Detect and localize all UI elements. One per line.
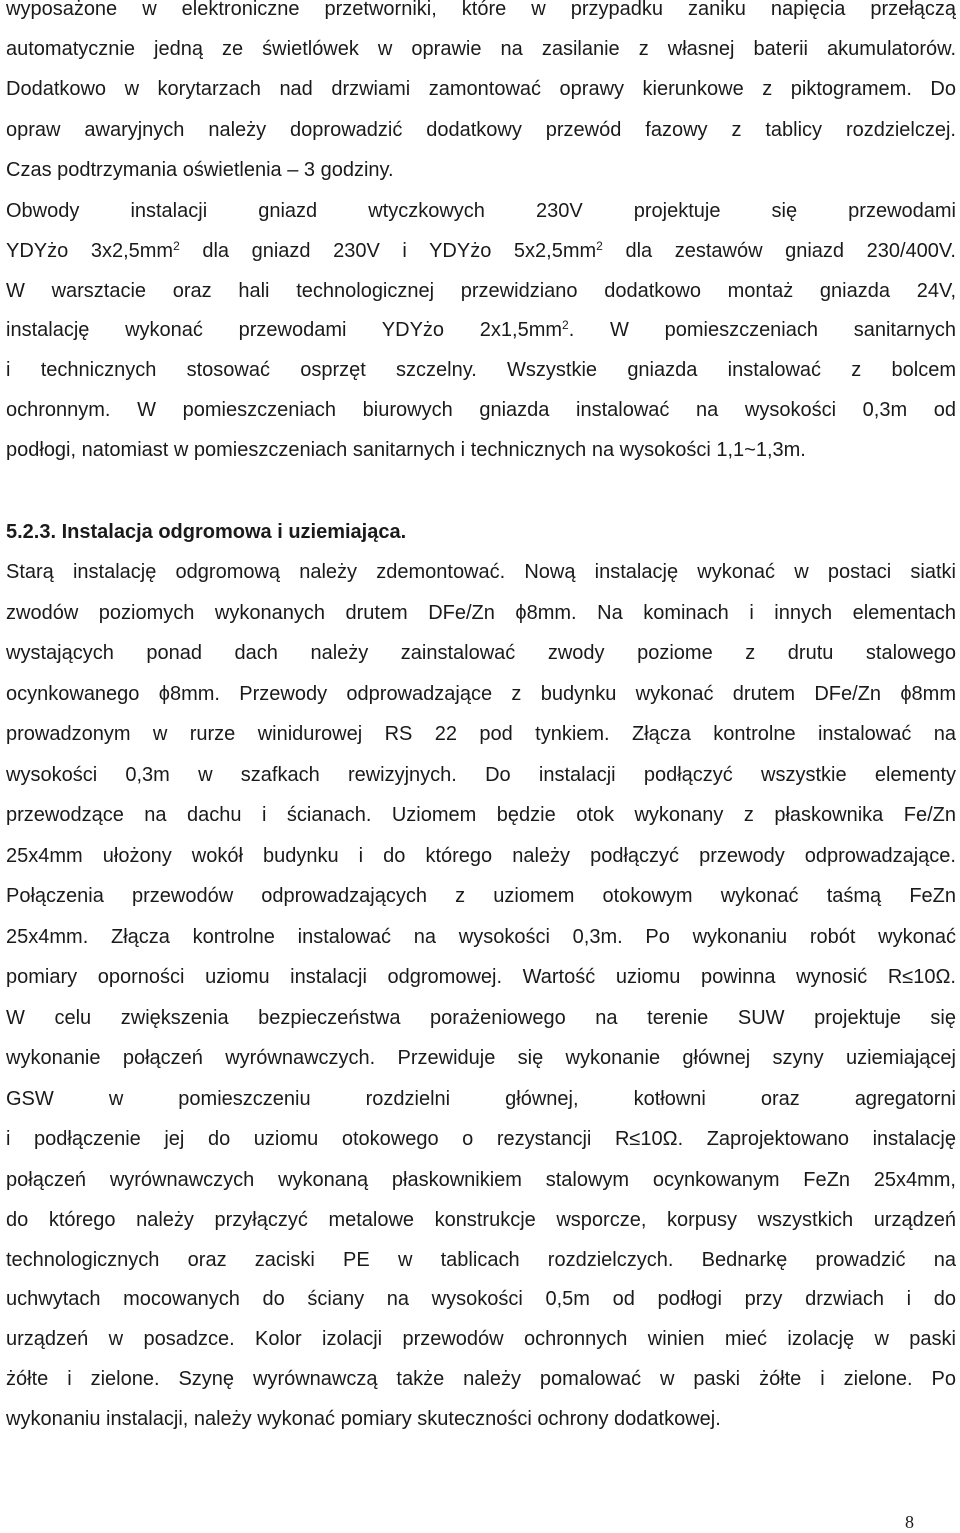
- text-line: [6, 239, 956, 263]
- text-line: do którego należy przyłączyć metalowe konstrukcje wsporcze, korpusy wszystkich urządzeń: [6, 1209, 956, 1231]
- text-line: Czas podtrzymania oświetlenia – 3 godziny.: [6, 159, 394, 181]
- text-run: dla zestawów gniazd 230/400V.: [602, 240, 956, 262]
- text-line: 25x4mm ułożony wokół budynku i do którego należy podłączyć przewody odprowadzające.: [6, 845, 956, 867]
- text-line: uchwytach mocowanych do ściany na wysokości 0,5m od podłogi przy drzwiach i do: [6, 1288, 956, 1310]
- text-line: technologicznych oraz zaciski PE w tablicach rozdzielczych. Bednarkę prowadzić na: [6, 1249, 956, 1271]
- text-line: przewodzące na dachu i ścianach. Uziomem będzie otok wykonany z płaskownika Fe/Zn: [6, 804, 956, 826]
- superscript: 2: [173, 239, 180, 253]
- text-line: prowadzonym w rurze winidurowej RS 22 pod tynkiem. Złącza kontrolne instalować na: [6, 723, 956, 745]
- text-line: Starą instalację odgromową należy zdemontować. Nową instalację wykonać w postaci siatki: [6, 561, 956, 583]
- text-line: i technicznych stosować osprzęt szczelny. Wszystkie gniazda instalować z bolcem: [6, 359, 956, 381]
- text-line: podłogi, natomiast w pomieszczeniach sanitarnych i technicznych na wysokości 1,1~1,3m.: [6, 439, 806, 461]
- text-line: W celu zwiększenia bezpieczeństwa porażeniowego na terenie SUW projektuje się: [6, 1007, 956, 1029]
- page-number: 8: [905, 1512, 914, 1532]
- text-line: automatycznie jedną ze świetlówek w oprawie na zasilanie z własnej baterii akumulatorów.: [6, 38, 956, 60]
- text-run: instalację wykonać przewodami YDYżo 2x1,5mm: [6, 319, 563, 341]
- text-line: W warsztacie oraz hali technologicznej przewidziano dodatkowo montaż gniazda 24V,: [6, 280, 956, 302]
- text-line: urządzeń w posadzce. Kolor izolacji przewodów ochronnych winien mieć izolację w paski: [6, 1328, 956, 1350]
- text-line: ocynkowanego ϕ8mm. Przewody odprowadzające z budynku wykonać drutem DFe/Zn ϕ8mm: [6, 683, 956, 705]
- text-line: ochronnym. W pomieszczeniach biurowych gniazda instalować na wysokości 0,3m od: [6, 399, 956, 421]
- text-line: wysokości 0,3m w szafkach rewizyjnych. Do instalacji podłączyć wszystkie elementy: [6, 764, 956, 786]
- text-line: 25x4mm. Złącza kontrolne instalować na wysokości 0,3m. Po wykonaniu robót wykonać: [6, 926, 956, 948]
- text-line: wykonaniu instalacji, należy wykonać pomiary skuteczności ochrony dodatkowej.: [6, 1408, 721, 1430]
- text-run: . W pomieszczeniach sanitarnych: [568, 319, 956, 341]
- text-run: YDYżo 3x2,5mm: [6, 240, 174, 262]
- text-line: Obwody instalacji gniazd wtyczkowych 230V projektuje się przewodami: [6, 200, 956, 222]
- text-line: Dodatkowo w korytarzach nad drzwiami zamontować oprawy kierunkowe z piktogramem. Do: [6, 78, 956, 100]
- text-line: GSW w pomieszczeniu rozdzielni głównej, kotłowni oraz agregatorni: [6, 1088, 956, 1110]
- text-run: dla gniazd 230V i YDYżo 5x2,5mm: [179, 240, 597, 262]
- text-line: zwodów poziomych wykonanych drutem DFe/Zn ϕ8mm. Na kominach i innych elementach: [6, 602, 956, 624]
- text-line: opraw awaryjnych należy doprowadzić dodatkowy przewód fazowy z tablicy rozdzielczej.: [6, 119, 956, 141]
- text-line: [6, 318, 956, 342]
- text-line: wyposażone w elektroniczne przetworniki, które w przypadku zaniku napięcia przełączą: [6, 0, 956, 20]
- superscript: 2: [562, 318, 569, 332]
- text-line: Połączenia przewodów odprowadzających z uziomem otokowym wykonać taśmą FeZn: [6, 885, 956, 907]
- text-line: i podłączenie jej do uziomu otokowego o rezystancji R≤10Ω. Zaprojektowano instalację: [6, 1128, 956, 1150]
- text-line: połączeń wyrównawczych wykonaną płaskownikiem stalowym ocynkowanym FeZn 25x4mm,: [6, 1169, 956, 1191]
- superscript: 2: [596, 239, 603, 253]
- section-heading: 5.2.3. Instalacja odgromowa i uziemiająca.: [6, 521, 407, 543]
- text-line: żółte i zielone. Szynę wyrównawczą także należy pomalować w paski żółte i zielone. Po: [6, 1368, 956, 1390]
- text-line: pomiary oporności uziomu instalacji odgromowej. Wartość uziomu powinna wynosić R≤10Ω.: [6, 966, 956, 988]
- text-line: wykonanie połączeń wyrównawczych. Przewiduje się wykonanie głównej szyny uziemiającej: [6, 1047, 956, 1069]
- text-line: wystających ponad dach należy zainstalować zwody poziome z drutu stalowego: [6, 642, 956, 664]
